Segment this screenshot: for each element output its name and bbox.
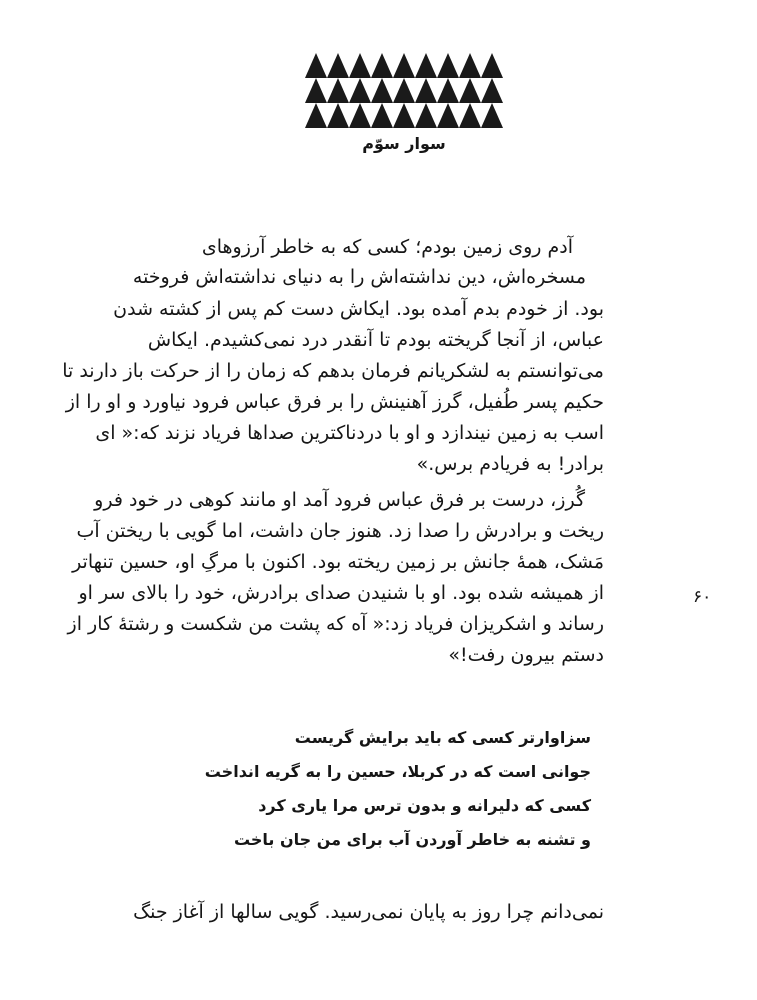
ornament-triangle [393, 78, 415, 103]
ornament-triangle [349, 103, 371, 128]
paragraph-1-line: می‌توانستم به لشکریانم فرمان بدهم که زمان را از حرکت باز دارند تا [62, 360, 604, 382]
ornament-triangle [305, 103, 327, 128]
ornament-triangle [349, 78, 371, 103]
ornament-triangle [393, 103, 415, 128]
paragraph-1-line: برادر! به فریادم برس.» [416, 453, 604, 475]
ornament-triangle [459, 53, 481, 78]
ornament-triangle [327, 103, 349, 128]
ornament-triangle [415, 53, 437, 78]
ornament-triangle [481, 78, 503, 103]
poem-verse: و تشنه به خاطر آوردن آب برای من جان باخت [233, 830, 591, 849]
ornament-triangle [349, 53, 371, 78]
ornament-triangle [415, 103, 437, 128]
paragraph-3-line: نمی‌دانم چرا روز به پایان نمی‌رسید. گویی سالها از آغاز جنگ [133, 901, 604, 923]
poem-verse: سزاوارتر کسی که باید برایش گریست [294, 728, 591, 747]
paragraph-2-line: مَشک، همهٔ جانش بر زمین ریخته بود. اکنون با مرگِ او، حسین تنهاتر [72, 551, 604, 573]
ornament-triangle [437, 53, 459, 78]
triangle-pattern-ornament [305, 52, 503, 128]
paragraph-1-line: حکیم پسر طُفیل، گرز آهنینش را بر فرق عباس فرود نیاورد و او را از [65, 391, 604, 413]
paragraph-2-line: گُرز، درست بر فرق عباس فرود آمد او مانند کوهی در خود فرو [94, 489, 585, 511]
paragraph-1-line: بود. از خودم بدم آمده بود. ایکاش دست کم پس از کشته شدن [113, 298, 604, 320]
ornament-triangle [327, 53, 349, 78]
ornament-triangle [393, 53, 415, 78]
poem-verse: کسی که دلیرانه و بدون ترس مرا یاری کرد [258, 796, 591, 815]
ornament-triangle [481, 53, 503, 78]
ornament-triangle [371, 53, 393, 78]
ornament-triangle [459, 103, 481, 128]
ornament-triangle [327, 78, 349, 103]
paragraph-1-line: آدم روی زمین بودم؛ کسی که به خاطر آرزوهای [201, 236, 573, 258]
ornament-triangle [459, 78, 481, 103]
paragraph-2-line: رساند و اشکریزان فریاد زد:« آه که پشت من شکست و رشتهٔ کار از [67, 613, 604, 635]
ornament-triangle [437, 103, 459, 128]
page-number: ۶۰ [693, 587, 712, 607]
paragraph-1-line: مسخره‌اش، دین نداشته‌اش را به دنیای نداشته‌اش فروخته [132, 266, 586, 288]
chapter-title: سوار سوّم [362, 134, 446, 153]
paragraph-1-line: اسب به زمین نیندازد و او با دردناکترین صداها فریاد نزند که:« ای [95, 422, 604, 444]
paragraph-1-line: عباس، از آنجا گریخته بودم تا آنقدر درد نمی‌کشیدم. ایکاش [147, 329, 604, 351]
paragraph-2-line: دستم بیرون رفت!» [448, 644, 604, 666]
ornament-triangle [415, 78, 437, 103]
ornament-triangle [371, 78, 393, 103]
paragraph-2-line: ریخت و برادرش را صدا زد. هنوز جان داشت، اما گویی با ریختن آب [76, 520, 604, 542]
paragraph-2-line: از همیشه شده بود. او با شنیدن صدای برادرش، خود را بالای سر او [78, 582, 604, 604]
ornament-triangle [305, 53, 327, 78]
ornament-triangle [481, 103, 503, 128]
ornament-triangle [305, 78, 327, 103]
ornament-triangle [371, 103, 393, 128]
poem-verse: جوانی است که در کربلا، حسین را به گریه انداخت [204, 762, 591, 781]
ornament-triangle [437, 78, 459, 103]
